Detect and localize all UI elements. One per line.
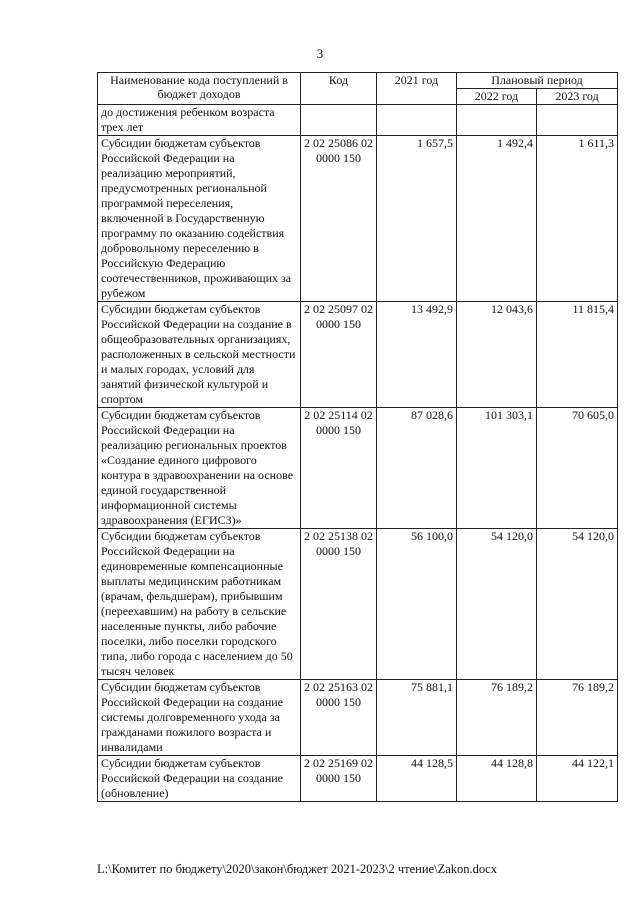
cell-code: 2 02 25097 02 0000 150: [301, 302, 377, 408]
cell-code: 2 02 25163 02 0000 150: [301, 680, 377, 756]
cell-y2021: [377, 105, 457, 136]
cell-y2021: 75 881,1: [377, 680, 457, 756]
header-2021: 2021 год: [377, 73, 457, 105]
cell-code: 2 02 25086 02 0000 150: [301, 136, 377, 302]
cell-y2022: 76 189,2: [457, 680, 537, 756]
cell-y2021: 13 492,9: [377, 302, 457, 408]
cell-name: Субсидии бюджетам субъектов Российской Федерации на реализацию мероприятий, предусмотренных региональной программой переселения, включенной в Государственную программу по оказанию содействия добровольному переселению в Российскую Федерацию соотечественников, проживающих за рубежом: [98, 136, 301, 302]
revenue-table: [97, 72, 618, 802]
cell-code: 2 02 25138 02 0000 150: [301, 529, 377, 680]
cell-y2023: 1 611,3: [537, 136, 618, 302]
table-row: [98, 105, 618, 136]
cell-y2023: 11 815,4: [537, 302, 618, 408]
cell-y2021: 1 657,5: [377, 136, 457, 302]
cell-y2023: 70 605,0: [537, 408, 618, 529]
cell-y2021: 44 128,5: [377, 756, 457, 802]
cell-name: Субсидии бюджетам субъектов Российской Федерации на создание (обновление): [98, 756, 301, 802]
header-name: Наименование кода поступлений в бюджет доходов: [98, 73, 301, 105]
cell-y2022: 101 303,1: [457, 408, 537, 529]
cell-name: до достижения ребенком возраста трех лет: [98, 105, 301, 136]
table-row: [98, 756, 618, 802]
table-row: [98, 680, 618, 756]
cell-y2023: 44 122,1: [537, 756, 618, 802]
header-2022: 2022 год: [457, 89, 537, 105]
table-body: [98, 105, 618, 802]
table-row: [98, 136, 618, 302]
table-header: [98, 73, 618, 105]
page-number: 3: [316, 46, 324, 61]
cell-y2023: 76 189,2: [537, 680, 618, 756]
cell-y2021: 56 100,0: [377, 529, 457, 680]
cell-y2022: 1 492,4: [457, 136, 537, 302]
cell-y2023: [537, 105, 618, 136]
cell-code: 2 02 25114 02 0000 150: [301, 408, 377, 529]
cell-y2022: 54 120,0: [457, 529, 537, 680]
cell-code: [301, 105, 377, 136]
cell-code: 2 02 25169 02 0000 150: [301, 756, 377, 802]
header-2023: 2023 год: [537, 89, 618, 105]
cell-y2022: [457, 105, 537, 136]
cell-name: Субсидии бюджетам субъектов Российской Федерации на реализацию региональных проектов «Создание единого цифрового контура в здравоохранении на основе единой государственной информационной системы здравоохранения (ЕГИСЗ)»: [98, 408, 301, 529]
cell-y2023: 54 120,0: [537, 529, 618, 680]
cell-name: Субсидии бюджетам субъектов Российской Федерации на единовременные компенсационные выплаты медицинским работникам (врачам, фельдшерам), прибывшим (переехавшим) на работу в сельские населенные пункты, либо рабочие поселки, либо поселки городского типа, либо города с населением до 50 тысяч человек: [98, 529, 301, 680]
table-row: [98, 302, 618, 408]
cell-y2022: 12 043,6: [457, 302, 537, 408]
table-row: [98, 529, 618, 680]
header-planned-period: Плановый период: [457, 73, 618, 89]
cell-y2022: 44 128,8: [457, 756, 537, 802]
file-path-footer: L:\Комитет по бюджету\2020\закон\бюджет 2021-2023\2 чтение\Zakon.docx: [97, 862, 497, 876]
cell-name: Субсидии бюджетам субъектов Российской Федерации на создание в общеобразовательных организациях, расположенных в сельской местности и малых городах, условий для занятий физической культурой и спортом: [98, 302, 301, 408]
table-row: [98, 408, 618, 529]
cell-name: Субсидии бюджетам субъектов Российской Федерации на создание системы долговременного ухода за гражданами пожилого возраста и инвалидами: [98, 680, 301, 756]
cell-y2021: 87 028,6: [377, 408, 457, 529]
header-code: Код: [301, 73, 377, 105]
